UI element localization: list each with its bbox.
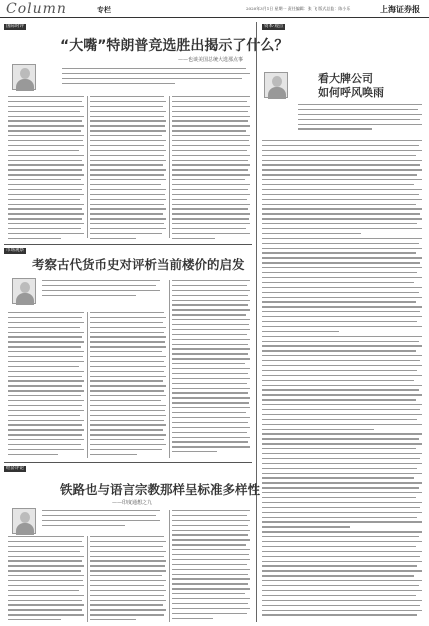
author-photo bbox=[264, 72, 288, 98]
article-c-col-1 bbox=[8, 312, 84, 458]
article-a-col-1 bbox=[8, 96, 84, 240]
article-a-col-2 bbox=[90, 96, 166, 240]
author-photo bbox=[12, 278, 36, 304]
article-a-title: “大嘴”特朗普竞选胜出揭示了什么？ bbox=[60, 38, 289, 54]
article-b-tag: 资本·观点 bbox=[264, 24, 284, 29]
column-divider bbox=[87, 96, 88, 238]
article-d-col-2 bbox=[90, 536, 166, 622]
section-title: 专栏 bbox=[97, 5, 111, 14]
author-photo bbox=[12, 64, 36, 90]
article-d-tag: 经济评论 bbox=[6, 466, 24, 471]
section-rule bbox=[4, 244, 252, 245]
masthead bbox=[0, 0, 429, 18]
article-d-lead bbox=[42, 510, 160, 532]
issue-date: 2020年3月1日 星期一 责任编辑：张 飞 版式总监：陈小乐 bbox=[246, 6, 351, 11]
article-d-subtitle: ——印度通想之九 bbox=[112, 500, 153, 506]
newspaper-name: 上海证券报 bbox=[380, 4, 420, 14]
article-b-lead bbox=[298, 104, 422, 134]
article-d-col-1 bbox=[8, 536, 84, 622]
article-b-title-line-1: 看大牌公司 bbox=[318, 72, 373, 85]
article-c-col-2 bbox=[90, 312, 166, 458]
article-c-title: 考察古代货币史对评析当前楼价的启发 bbox=[32, 257, 245, 272]
column-label: Column bbox=[6, 1, 67, 17]
column-divider bbox=[87, 312, 88, 458]
author-photo bbox=[12, 508, 36, 534]
article-a-tag: 国际时评 bbox=[6, 24, 24, 29]
article-c-tag: 市场观察 bbox=[6, 248, 24, 253]
section-rule bbox=[4, 462, 252, 463]
article-d-title: 铁路也与语言宗教那样呈标准多样性 bbox=[60, 482, 261, 497]
article-c-lead bbox=[42, 280, 160, 304]
column-divider bbox=[169, 280, 170, 458]
article-b-title-line-2: 如何呼风唤雨 bbox=[318, 86, 384, 99]
article-b-body bbox=[262, 140, 422, 618]
column-divider bbox=[87, 536, 88, 622]
article-a-subtitle: ——也谈美国总统大选那点事 bbox=[178, 57, 244, 63]
article-c-col-3 bbox=[172, 280, 250, 458]
column-divider bbox=[169, 510, 170, 622]
right-column-divider bbox=[256, 22, 257, 622]
column-divider bbox=[169, 96, 170, 238]
article-a-col-3 bbox=[172, 96, 250, 240]
article-d-col-3 bbox=[172, 510, 250, 622]
article-a-lead bbox=[62, 68, 250, 92]
